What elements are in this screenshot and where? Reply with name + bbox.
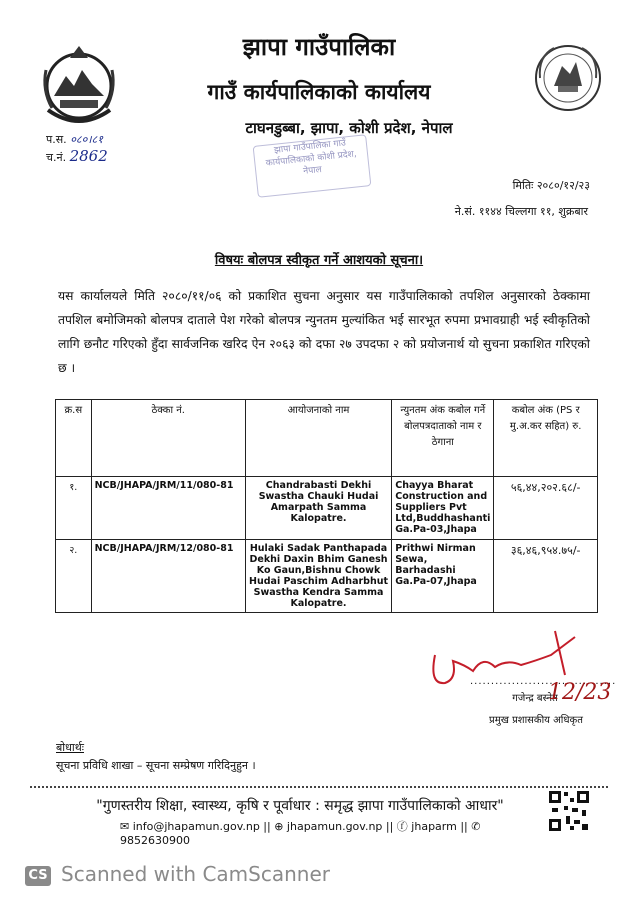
ref-ps: [46, 132, 103, 147]
qr-code-icon: [548, 790, 590, 832]
cc-text: सूचना प्रविधि शाखा – सूचना सम्प्रेषण गरिदिनुहुन ।: [56, 759, 256, 772]
cc-label: बोधार्थः: [56, 741, 84, 754]
office-name: झापा गाउँपालिका: [242, 33, 396, 61]
table-header-row: [56, 400, 598, 477]
col-header-project-name: आयोजनाको नाम: [245, 400, 391, 477]
table-row: [56, 477, 598, 540]
cell-bidder: Prithwi Nirman Sewa, Barhadashi Ga.Pa-07,Jhapa: [392, 540, 494, 613]
camscanner-text: Scanned with CamScanner: [61, 862, 330, 886]
cell-sn: १.: [56, 477, 92, 540]
cell-bidder: Chayya Bharat Construction and Suppliers Pvt Ltd,Buddhashanti Ga.Pa-03,Jhapa: [392, 477, 494, 540]
nepal-sambat-date-line: ने.सं. ११४४ चिल्लगा ११, शुक्रबार: [454, 205, 588, 218]
footer-divider: [30, 786, 608, 788]
cell-bid-amount: ३६,४६,९५४.७५/-: [494, 540, 598, 613]
col-header-contract-no: ठेक्का नं.: [91, 400, 245, 477]
cell-contract-no: NCB/JHAPA/JRM/11/080-81: [91, 477, 245, 540]
cell-project-name: Chandrabasti Dekhi Swastha Chauki Hudai Amarpath Samma Kalopatre.: [245, 477, 391, 540]
col-header-bid-amount: कबोल अंक (PS र मु.अ.कर सहित) रु.: [494, 400, 598, 477]
cell-project-name: Hulaki Sadak Panthapada Dekhi Daxin Bhim Ganesh Ko Gaun,Bishnu Chowk Hudai Paschim Adharbhut Swastha Kendra Samma Kalopatre.: [245, 540, 391, 613]
ref-chn-label: च.नं.: [46, 151, 67, 164]
footer-contacts: ✉ info@jhapamun.gov.np || ⊕ jhapamun.gov.np || ⓕ jhaparm || ✆ 9852630900: [120, 820, 481, 847]
office-address: टाघनडुब्बा, झापा, कोशी प्रदेश, नेपाल: [245, 119, 453, 137]
notice-paragraph: यस कार्यालयले मिति २०८०/११/०६ को प्रकाशित सुचना अनुसार यस गाउँपालिकाको तपशिल अनुसारको ठेक्कामा तपशिल बमोजिमको बोलपत्र दाताले पेश गरेको बोलपत्र न्युनतम मुल्यांकित भई सारभूत रुपमा प्रभावग्राही भई स्वीकृतिको लागि छनौट गरिएको हुँदा सार्वजनिक खरिद ऐन २०६३ को दफा २७ उपदफा २ को प्रयोजनार्थ यो सुचना प्रकाशित गरिएको छ ।: [58, 289, 590, 375]
cell-contract-no: NCB/JHAPA/JRM/12/080-81: [91, 540, 245, 613]
signatory-name: गजेन्द्र बस्नेत: [512, 693, 558, 704]
cell-sn: २.: [56, 540, 92, 613]
table-row: [56, 540, 598, 613]
footer-slogan: "गुणस्तरीय शिक्षा, स्वास्थ्य, कृषि र पूर्वाधार : समृद्ध झापा गाउँपालिकाको आधार": [96, 798, 504, 814]
notice-subject: [0, 250, 638, 268]
signature-date: 12/23: [548, 680, 612, 705]
bid-table: [55, 399, 598, 613]
col-header-bidder: न्युनतम अंक कबोल गर्ने बोलपत्रदाताको नाम र ठेगाना: [392, 400, 494, 477]
ref-ps-value: ०८०।८१: [70, 133, 103, 146]
office-stamp: झापा गाउँपालिका गाउँ कार्यपालिकाको कोशी प्रदेश, नेपाल: [253, 134, 372, 198]
ref-chn: [46, 147, 108, 165]
notice-subject-text: विषयः बोलपत्र स्वीकृत गर्ने आशयको सूचना।: [214, 253, 424, 268]
office-subtitle: गाउँ कार्यपालिकाको कार्यालय: [207, 80, 431, 104]
signature-dotted-line: ...................................: [470, 676, 617, 687]
date-line: मितिः २०८०/१२/२३: [512, 179, 590, 192]
cell-bid-amount: ५६,४४,२०२.६८/-: [494, 477, 598, 540]
camscanner-watermark: [25, 862, 330, 886]
col-header-sn: क्र.स: [56, 400, 92, 477]
signatory-title: प्रमुख प्रशासकीय अधिकृत: [489, 715, 583, 726]
ref-chn-value: 2862: [69, 147, 108, 165]
ref-ps-label: प.स.: [46, 133, 67, 146]
camscanner-logo-icon: CS: [25, 866, 51, 886]
